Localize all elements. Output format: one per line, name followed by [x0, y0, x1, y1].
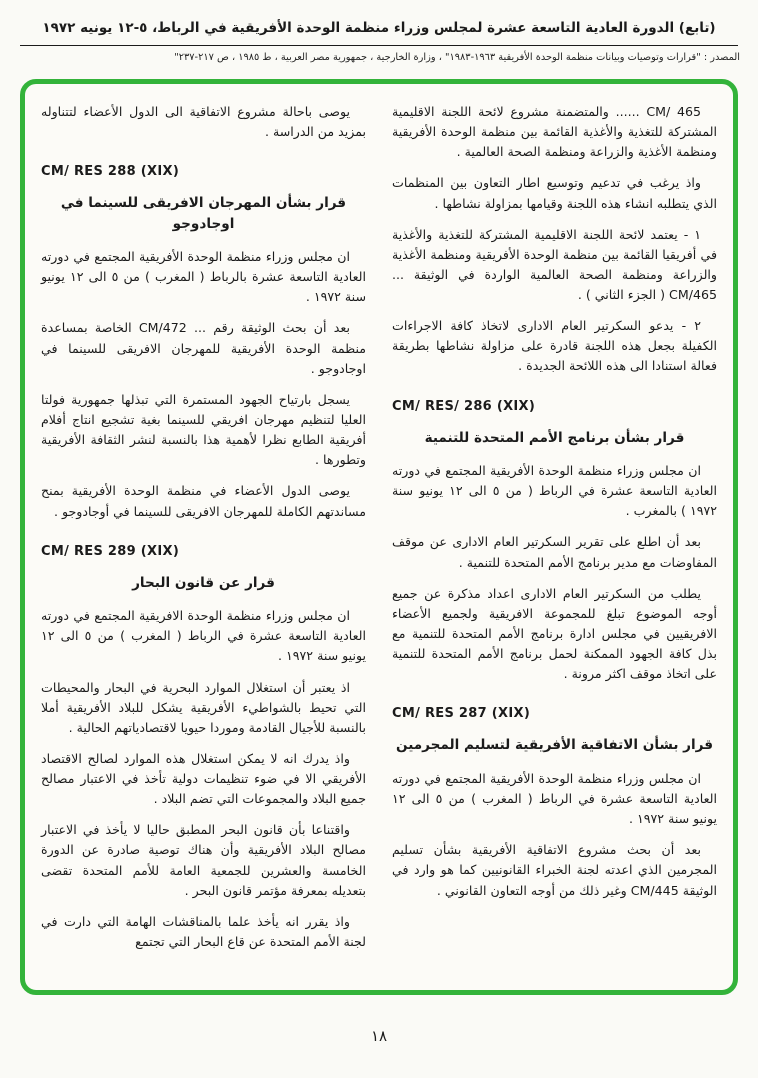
paragraph: يوصى الدول الأعضاء في منظمة الوحدة الأفريقية بمنح مساندتهم الكاملة للمهرجان الافريقى للسينما في أوجادوجو .	[41, 483, 366, 519]
paragraph: بعد أن بحث مشروع الاتفاقية الأفريقية بشأن تسليم المجرمين الذي اعدته لجنة الخبراء القانونيين كما هو وارد في الوثيقة CM/445 وغير ذلك من أوجه التعاون القانوني .	[392, 842, 717, 898]
paragraph: ان مجلس وزراء منظمة الوحدة الأفريقية المجتمع في دورته العادية التاسعة عشرة في الرباط ( من ٥ الى ١٢ يونيو سنة ١٩٧٢ ) بالمغرب .	[392, 463, 718, 519]
page-header	[10, 18, 748, 66]
paragraph: ان مجلس وزراء منظمة الوحدة الافريقية المجتمع في دورته العادية التاسعة عشرة في الرباط ( المغرب ) من ٥ الى ١٢ يونيو سنة ١٩٧٢ .	[41, 608, 366, 664]
paragraph: بعد أن بحث الوثيقة رقم ... CM/472 الخاصة بمساعدة منظمة الوحدة الأفريقية للمهرجان الافريقى للسينما في اوجادوجو .	[41, 320, 366, 376]
paragraph: ان مجلس وزراء منظمة الوحدة الأفريقية المجتمع في دورته العادية التاسعة عشرة في الرباط ( المغرب ) من ٥ الى ١٢ يونيو سنة ١٩٧٢ .	[392, 770, 717, 827]
paragraph: واقتناعا بأن قانون البحر المطبق حاليا لا يأخذ في الاعتبار مصالح البلاد الأفريقية وأن هناك توصية صادرة عن الدورة الخامسة والعشرين للجمعية العامة للأمم المتحدة تقضى بتعديله بمعرفة مؤتمر قانون البحر .	[41, 822, 366, 898]
paragraph: يطلب من السكرتير العام الادارى اعداد مذكرة عن جميع أوجه الموضوع تبلغ للمجموعة الافريقية ولجميع الأعضاء الافريقيين في مجلس ادارة برنامج الأمم المتحدة للتنمية مع بذل كافة الجهود الممكنة لحمل برنامج الأمم المتحدة للتنمية على اتخاذ موقف اكثر مرونة .	[392, 585, 717, 682]
paragraph: واذ يدرك انه لا يمكن استغلال هذه الموارد لصالح الاقتصاد الأفريقي الا في ضوء تنظيمات دولية تأخذ في الاعتبار مصالح جميع البلاد والمجموعات التي تضم البلاد .	[41, 750, 366, 807]
resolution-ref-286: CM/ RES/ 286 (XIX)	[392, 398, 536, 414]
session-title: (تابع) الدورة العادية التاسعة عشرة لمجلس وزراء منظمة الوحدة الأفريقية في الرباط، ٥-١٢ يونيه ١٩٧٢	[42, 20, 716, 36]
paragraph: بعد أن اطلع على تقرير السكرتير العام الادارى عن موقف المفاوضات مع مدير برنامج الأمم المتحدة للتنمية .	[392, 534, 717, 570]
resolution-title-287: قرار بشأن الاتفاقية الأفريقية لتسليم المجرمين	[395, 737, 713, 754]
resolution-title-288: قرار بشأن المهرجان الافريقى للسينما في اوجادوجو	[60, 195, 347, 232]
resolution-ref-289: CM/ RES 289 (XIX)	[41, 543, 180, 559]
paragraph: اذ يعتبر أن استغلال الموارد البحرية في البحار والمحيطات التي تحيط بالشواطيء الأفريقية يشكل للبلاد الأفريقية أملا بالنسبة للأجيال القادمة وموردا حيويا لاقتصادياتهم الحالية .	[41, 679, 366, 735]
column-right	[392, 102, 717, 984]
paragraph: يسجل بارتياح الجهود المستمرة التي تبذلها جمهورية فولتا العليا لتنظيم مهرجان افريقي للسينما بغية تشجيع انتاج أفلام أفريقية الطابع نظرا لأهمية هذا بالنسبة لنشر الثقافة الأفريقية وتطورها .	[41, 391, 366, 468]
page-footer	[10, 995, 748, 1078]
resolution-ref-287: CM/ RES 287 (XIX)	[392, 706, 531, 722]
resolution-ref-288: CM/ RES 288 (XIX)	[41, 164, 180, 180]
paragraph-continuation: CM/ 465 ...... والمتضمنة مشروع لائحة اللجنة الاقليمية المشتركة للتغذية والأغذية القائمة بين منظمة الوحدة الأفريقية ومنظمة الأغذية والزراعة ومنظمة الصحة العالمية .	[392, 103, 717, 160]
resolution-title-286: قرار بشأن برنامج الأمم المتحدة للتنمية	[424, 429, 685, 446]
paragraph-preamble: واذ يرغب في تدعيم وتوسيع اطار التعاون بين المنظمات الذي يتطلبه انشاء هذه اللجنة وقيامها بمزاولة نشاطها .	[392, 175, 717, 211]
page-number: ١٨	[370, 1027, 388, 1046]
paragraph: ان مجلس وزراء منظمة الوحدة الأفريقية المجتمع في دورته العادية التاسعة عشرة بالرباط ( المغرب ) من ٥ الى ١٢ يونيو سنة ١٩٧٢ .	[41, 249, 367, 305]
header-divider	[20, 45, 738, 46]
paragraph-clause-2: ٢ - يدعو السكرتير العام الادارى لاتخاذ كافة الاجراءات الكفيلة بجعل هذه اللجنة قادرة على مزاولة نشاطها بطريقة فعالة استنادا الى هذه اللائحة الجديدة .	[392, 318, 717, 374]
paragraph-clause-1: ١ - يعتمد لائحة اللجنة الاقليمية المشتركة للتغذية والأغذية في أفريقيا القائمة بين منظمة الوحدة الأفريقية ومنظمة الأغذية والزراعة ومنظمة الصحة العالمية الواردة في الوثيقة ... CM/465 ( الجزء الثاني ) .	[392, 226, 717, 303]
content-frame	[20, 79, 738, 995]
source-citation: المصدر : "قرارات وتوصيات وبيانات منظمة الوحدة الأفريقية ١٩٦٣-١٩٨٣" ، وزارة الخارجية ، جمهورية مصر العربية ، ط ١٩٨٥ ، ص ٢١٧-٢٣٧"	[174, 52, 740, 64]
paragraph: واذ يقرر انه يأخذ علما بالمناقشات الهامة التي دارت في لجنة الأمم المتحدة عن قاع البحار التي تجتمع	[41, 913, 366, 950]
resolution-title-289: قرار عن قانون البحار	[132, 574, 275, 591]
column-left	[41, 102, 366, 984]
paragraph-recommendation: يوصى باحالة مشروع الاتفاقية الى الدول الأعضاء لتتناوله بمزيد من الدراسة .	[41, 103, 366, 140]
